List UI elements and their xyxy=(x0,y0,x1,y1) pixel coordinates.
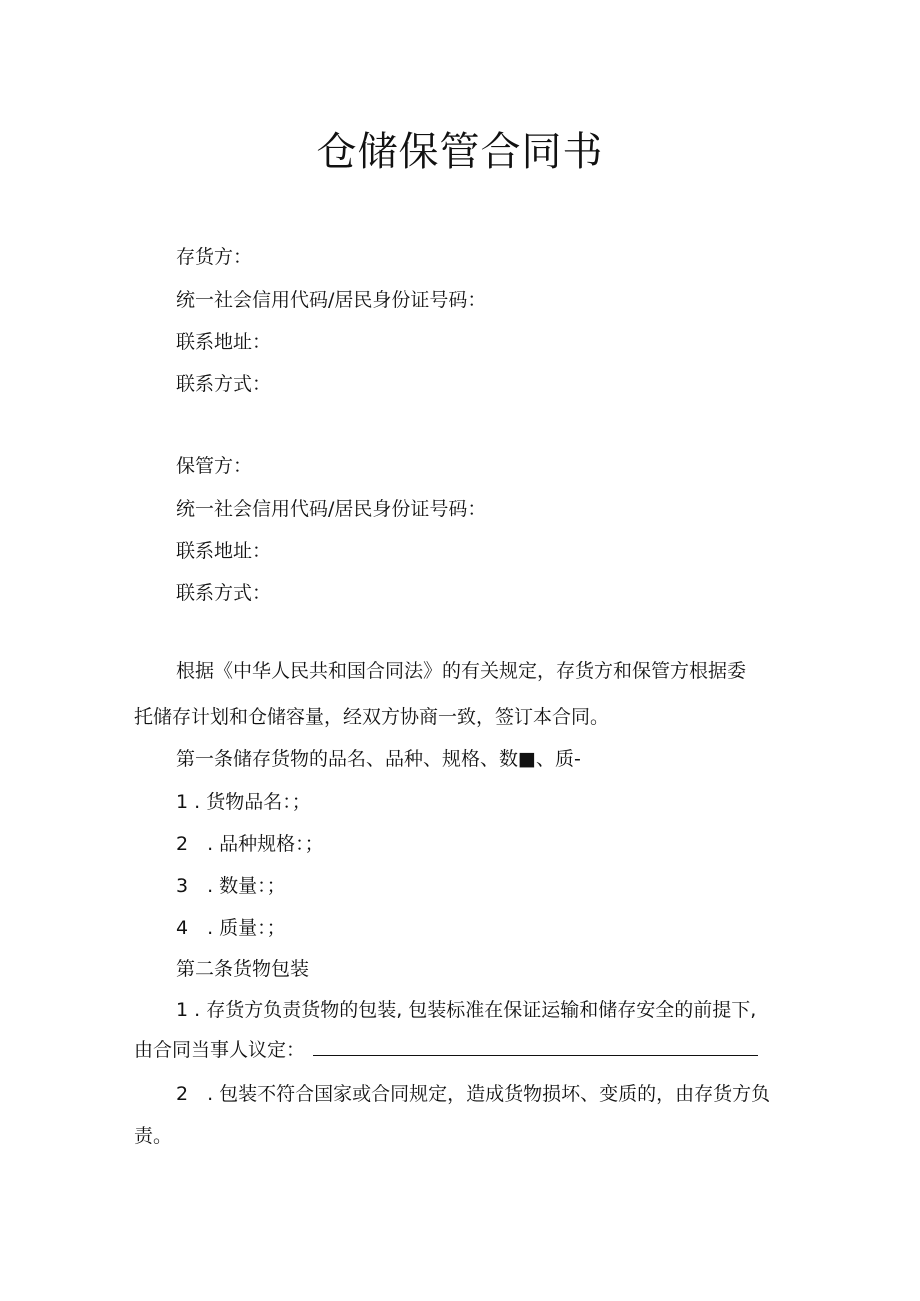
custodian-address-label: 联系地址： xyxy=(176,540,272,562)
depositor-contact-label: 联系方式： xyxy=(176,373,272,395)
article-1-heading: 第一条储存货物的品名、品种、规格、数■、质- xyxy=(176,748,581,770)
article-2-item-1: 1 . 存货方负责货物的包装, 包装标准在保证运输和储存安全的前提下, xyxy=(176,999,757,1021)
article-2-item-2: 2 . 包装不符合国家或合同规定，造成货物损坏、变质的，由存货方负 xyxy=(176,1083,771,1105)
depositor-label: 存货方： xyxy=(176,246,253,268)
document-title: 仓储保管合同书 xyxy=(316,129,604,175)
custodian-id-label: 统一社会信用代码/居民身份证号码： xyxy=(176,498,487,520)
article-1-item: 4 . 质量：； xyxy=(176,917,286,939)
article-2-item-1-continuation xyxy=(134,1036,758,1064)
article-1-item: 1 . 货物品名：； xyxy=(176,791,311,813)
article-1-item: 2 . 品种规格：； xyxy=(176,833,324,855)
intro-paragraph-line: 托储存计划和仓储容量，经双方协商一致，签订本合同。 xyxy=(134,706,610,728)
article-2-heading: 第二条货物包装 xyxy=(176,958,310,980)
depositor-id-label: 统一社会信用代码/居民身份证号码： xyxy=(176,289,487,311)
article-1-item: 3 . 数量：； xyxy=(176,875,286,897)
depositor-address-label: 联系地址： xyxy=(176,331,272,353)
agreed-by-parties-label: 由合同当事人议定： xyxy=(134,1039,306,1061)
article-2-item-2-continuation: 责。 xyxy=(134,1125,173,1147)
fill-in-blank-line[interactable] xyxy=(313,1037,758,1056)
custodian-label: 保管方： xyxy=(176,455,253,477)
intro-paragraph-line: 根据《中华人民共和国合同法》的有关规定，存货方和保管方根据委 xyxy=(176,660,747,682)
custodian-contact-label: 联系方式： xyxy=(176,582,272,604)
